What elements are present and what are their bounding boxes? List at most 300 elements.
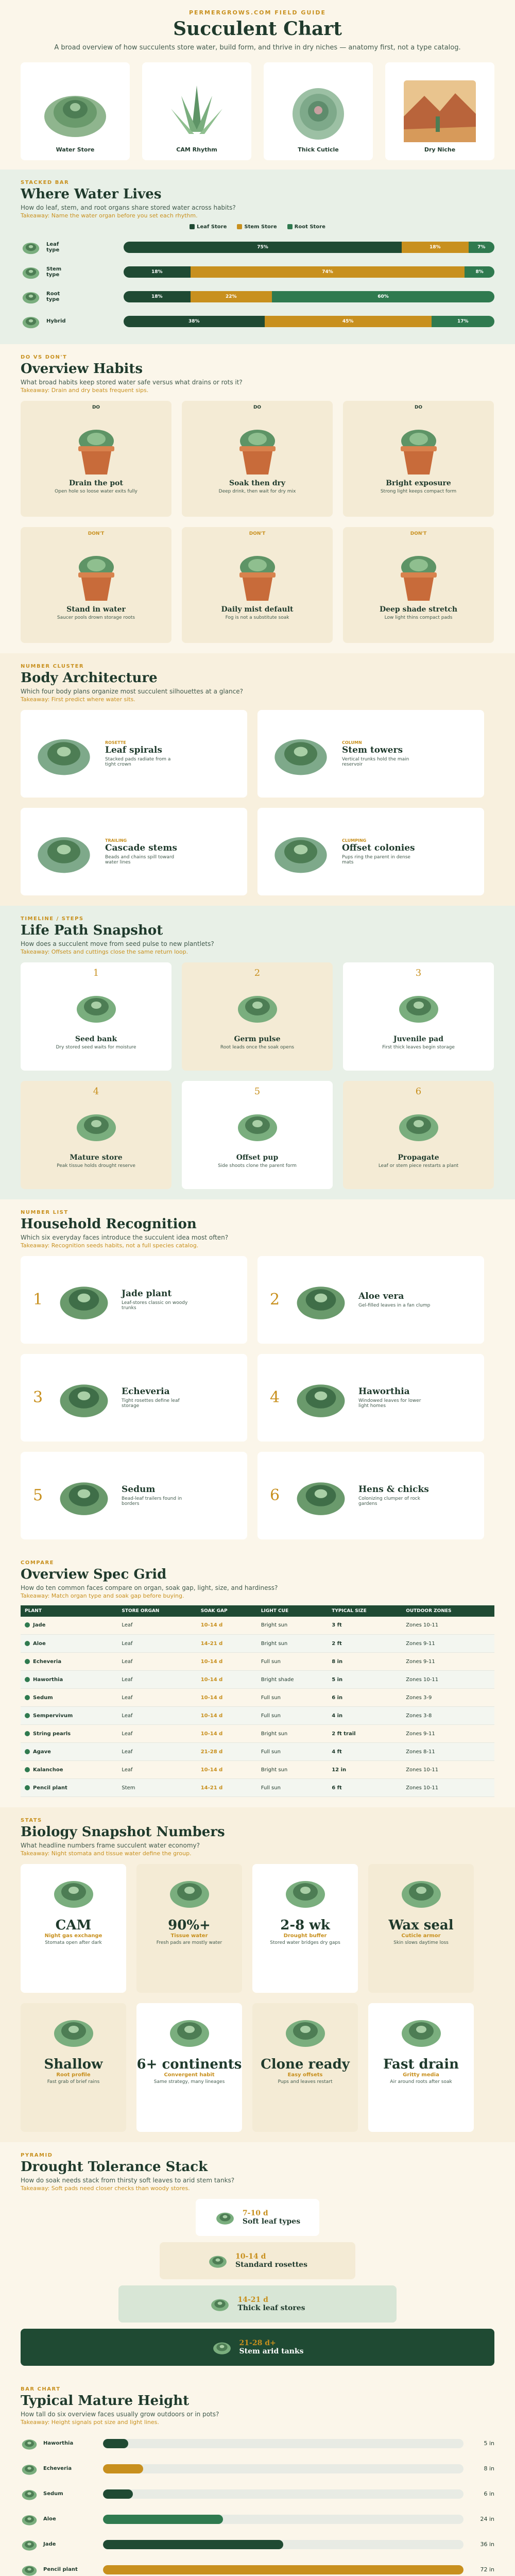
table-cell: Zones 10-11 (402, 1779, 494, 1797)
table-cell: Full sun (257, 1689, 328, 1707)
height-label: Aloe (21, 2512, 103, 2527)
section-tag: TIMELINE / STEPS (21, 916, 84, 922)
table-cell: Full sun (257, 1707, 328, 1725)
section-note: Takeaway: Offsets and cuttings close the same return loop. (21, 948, 188, 955)
plant-icon (21, 2562, 38, 2576)
tier-label: Thick leaf stores (237, 2304, 305, 2312)
life-step-card (21, 962, 171, 1071)
height-bar (103, 2565, 464, 2574)
arch-kind: ROSETTE (105, 740, 126, 745)
plant-icon (293, 1372, 349, 1423)
section-tag: NUMBER LIST (21, 1209, 68, 1215)
table-cell: 5 in (328, 1671, 402, 1689)
pyramid-stack (21, 2199, 494, 2366)
recog-number: 6 (270, 1486, 280, 1504)
plant-icon (234, 986, 281, 1027)
table-cell: Full sun (257, 1743, 328, 1761)
plant-icon (50, 1871, 97, 1912)
plant-icon (293, 1274, 349, 1326)
plant-icon (234, 1105, 281, 1146)
habit-title: Drain the pot (69, 479, 123, 487)
section-question: How do ten common faces compare on organ, soak gap, light, size, and hardiness? (21, 1584, 278, 1591)
life-step-card (343, 1081, 494, 1189)
stat-value: 2-8 wk (280, 1918, 330, 1933)
tier-value: 14-21 d (237, 2296, 268, 2304)
stat-desc: Stomata open after dark (45, 1940, 102, 1945)
table-cell: Agave (21, 1743, 117, 1761)
stat-desc: Air around roots after soak (390, 2079, 452, 2084)
section-tag: NUMBER CLUSTER (21, 663, 84, 669)
table-cell: Sempervivum (21, 1707, 117, 1725)
rosette-icon (39, 80, 111, 142)
table-cell: 10-14 d (197, 1689, 257, 1707)
page-title: Succulent Chart (173, 18, 342, 40)
habit-kind: DO (92, 404, 100, 410)
plant-icon (56, 1274, 112, 1326)
table-cell: 10-14 d (197, 1653, 257, 1671)
table-cell: 8 in (328, 1653, 402, 1671)
tier-value: 10-14 d (235, 2252, 266, 2261)
stacked-bars (21, 235, 494, 334)
section-note: Takeaway: Recognition seeds habits, not a full species catalog. (21, 1242, 199, 1249)
bar-segment: 18% (124, 266, 191, 278)
step-number: 3 (415, 967, 422, 978)
step-number: 2 (254, 967, 261, 978)
height-label: Haworthia (21, 2436, 103, 2451)
table-cell: 10-14 d (197, 1761, 257, 1779)
water-section (0, 170, 515, 344)
stat-value: 90%+ (168, 1918, 211, 1933)
plant-icon (73, 986, 119, 1027)
stat-card (21, 1864, 126, 1993)
step-title: Germ pulse (234, 1035, 281, 1043)
habit-desc: Deep drink, then wait for dry mix (218, 488, 296, 494)
column-header: TYPICAL SIZE (328, 1605, 402, 1617)
plant-icon (21, 313, 41, 330)
stat-value: Wax seal (388, 1918, 454, 1933)
step-desc: Dry stored seed waits for moisture (56, 1044, 136, 1050)
type-card-dry-niche (385, 62, 494, 160)
plant-icon (398, 2010, 444, 2052)
section-title: Biology Snapshot Numbers (21, 1824, 225, 1840)
table-cell: 10-14 d (197, 1707, 257, 1725)
recognition-card (21, 1256, 247, 1344)
plant-icon (21, 288, 41, 306)
section-note: Takeaway: Night stomata and tissue water define the group. (21, 1850, 192, 1857)
section-note: Takeaway: Match organ type and soak gap before buying. (21, 1592, 184, 1599)
table-cell: 10-14 d (197, 1617, 257, 1635)
recog-name: Hens & chicks (358, 1484, 429, 1495)
habit-desc: Strong light keeps compact form (380, 488, 457, 494)
table-cell: Zones 3-8 (402, 1707, 494, 1725)
table-row (21, 1779, 494, 1797)
stat-value: Fast drain (383, 2057, 459, 2072)
type-card-water-store (21, 62, 130, 160)
bar-row (21, 260, 494, 284)
section-tag: STATS (21, 1818, 42, 1823)
table-cell: 14-21 d (197, 1779, 257, 1797)
section-question: What broad habits keep stored water safe versus what drains or rots it? (21, 378, 243, 386)
height-bar-row (21, 2506, 494, 2532)
recog-desc: Leaf-stores classic on woody trunks (122, 1300, 188, 1311)
arch-name: Stem towers (342, 744, 403, 755)
step-title: Propagate (398, 1153, 439, 1162)
plant-icon (215, 2208, 235, 2227)
arch-name: Cascade stems (105, 842, 177, 853)
height-bar (103, 2540, 283, 2549)
table-cell: Leaf (117, 1653, 196, 1671)
stacked-bar (124, 316, 494, 327)
habit-desc: Saucer pools drown storage roots (57, 615, 135, 620)
table-header-row (21, 1605, 494, 1617)
table-cell: Bright sun (257, 1635, 328, 1653)
table-cell: 4 ft (328, 1743, 402, 1761)
habit-kind: DO (253, 404, 262, 410)
desert-icon (404, 80, 476, 142)
type-label: Water Store (56, 146, 95, 153)
architecture-card (21, 710, 247, 798)
height-bars (21, 2431, 494, 2576)
table-cell: 21-28 d (197, 1743, 257, 1761)
section-title: Body Architecture (21, 670, 158, 686)
step-title: Juvenile pad (393, 1035, 444, 1043)
bar-segment: 17% (432, 316, 494, 327)
life-section (0, 906, 515, 1199)
step-number: 4 (93, 1086, 99, 1097)
plant-icon (270, 823, 332, 880)
height-value: 8 in (484, 2465, 494, 2472)
table-cell: Leaf (117, 1725, 196, 1743)
potted-plant-icon (68, 547, 125, 603)
plant-icon (21, 2486, 38, 2502)
section-tag: DO VS DON'T (21, 354, 67, 360)
section-question: Which six everyday faces introduce the succulent idea most often? (21, 1233, 229, 1241)
type-label: Thick Cuticle (298, 146, 339, 153)
page-header (0, 0, 515, 53)
legend-leaf: Leaf Store (190, 224, 227, 230)
arch-kind: CLUMPING (342, 838, 367, 843)
bar-segment: 22% (191, 291, 272, 302)
stacked-bar (124, 291, 494, 302)
bar-segment: 38% (124, 316, 265, 327)
height-value: 72 in (480, 2566, 494, 2573)
table-cell: 10-14 d (197, 1725, 257, 1743)
table-cell: Leaf (117, 1743, 196, 1761)
stat-value: Clone ready (261, 2057, 350, 2072)
bar-segment: 7% (469, 242, 494, 253)
table-cell: String pearls (21, 1725, 117, 1743)
arch-kind: TRAILING (105, 838, 127, 843)
recog-desc: Colonizing clumper of rock gardens (358, 1496, 420, 1506)
tier-value: 21-28 d+ (239, 2339, 276, 2347)
recog-name: Haworthia (358, 1386, 410, 1397)
stat-card (136, 1864, 242, 1993)
plant-icon (33, 823, 95, 880)
section-title: Life Path Snapshot (21, 922, 163, 938)
step-desc: Root leads once the soak opens (220, 1044, 295, 1050)
plant-icon (282, 2010, 329, 2052)
habit-title: Stand in water (66, 605, 126, 614)
plant-icon (166, 2010, 213, 2052)
potted-plant-icon (390, 420, 447, 477)
recognition-grid (21, 1256, 494, 1539)
step-desc: Leaf or stem piece restarts a plant (378, 1163, 459, 1168)
plant-icon (293, 1470, 349, 1521)
bar-label: Leaf type (21, 239, 124, 256)
table-cell: Leaf (117, 1689, 196, 1707)
section-question: How tall do six overview faces usually grow outdoors or in pots? (21, 2411, 219, 2418)
table-cell: Bright sun (257, 1761, 328, 1779)
section-tag: PYRAMID (21, 2153, 53, 2158)
section-title: Drought Tolerance Stack (21, 2159, 208, 2175)
table-cell: Echeveria (21, 1653, 117, 1671)
plant-icon (212, 2338, 232, 2357)
plant-icon (56, 1470, 112, 1521)
recog-number: 5 (33, 1486, 43, 1504)
stat-desc: Stored water bridges dry gaps (270, 1940, 340, 1945)
height-value: 6 in (484, 2490, 494, 2497)
potted-plant-icon (229, 547, 286, 603)
bar-label: Hybrid (21, 313, 124, 330)
height-value: 24 in (480, 2516, 494, 2522)
recog-desc: Windowed leaves for lower light homes (358, 1398, 421, 1409)
table-cell: Zones 3-9 (402, 1689, 494, 1707)
tier-value: 7-10 d (242, 2209, 268, 2217)
table-cell: Leaf (117, 1707, 196, 1725)
plant-icon (396, 1105, 442, 1146)
bar-legend (21, 224, 494, 230)
arch-name: Leaf spirals (105, 744, 162, 755)
bar-segment: 18% (124, 291, 191, 302)
section-question: How do soak needs stack from thirsty soft leaves to arid stem tanks? (21, 2177, 235, 2184)
height-bar (103, 2464, 143, 2473)
stat-label: Root profile (56, 2072, 91, 2078)
spec-table (21, 1605, 494, 1798)
recognition-section (0, 1199, 515, 1550)
stat-label: Tissue water (170, 1933, 208, 1939)
recog-number: 1 (33, 1291, 43, 1309)
step-title: Mature store (70, 1153, 123, 1162)
life-step-card (182, 962, 333, 1071)
plant-icon (270, 725, 332, 782)
table-cell: Bright sun (257, 1725, 328, 1743)
table-cell: Zones 8-11 (402, 1743, 494, 1761)
table-cell: 2 ft trail (328, 1725, 402, 1743)
section-tag: BAR CHART (21, 2386, 61, 2392)
bar-segment: 60% (272, 291, 494, 302)
habit-kind: DON'T (410, 531, 427, 536)
column-header: SOAK GAP (197, 1605, 257, 1617)
height-bar (103, 2515, 223, 2524)
table-cell: Pencil plant (21, 1779, 117, 1797)
plant-icon (166, 1871, 213, 1912)
table-cell: Full sun (257, 1653, 328, 1671)
habit-card (343, 527, 494, 643)
step-desc: First thick leaves begin storage (382, 1044, 455, 1050)
habit-desc: Open hole so loose water exits fully (55, 488, 138, 494)
table-cell: Sedum (21, 1689, 117, 1707)
bar-label: Stem type (21, 263, 124, 281)
table-cell: Zones 9-11 (402, 1653, 494, 1671)
stat-label: Easy offsets (287, 2072, 323, 2078)
stacked-bar (124, 266, 494, 278)
plant-icon (56, 1372, 112, 1423)
table-cell: Full sun (257, 1779, 328, 1797)
habit-title: Soak then dry (229, 479, 285, 487)
bar-label: Root type (21, 288, 124, 306)
habit-title: Bright exposure (386, 479, 451, 487)
section-note: Takeaway: Drain and dry beats frequent sips. (21, 386, 149, 394)
table-cell: Leaf (117, 1635, 196, 1653)
echeveria-icon (282, 80, 354, 142)
recog-number: 2 (270, 1291, 280, 1309)
architecture-card (258, 808, 484, 895)
spec-section (0, 1550, 515, 1808)
table-cell: 2 ft (328, 1635, 402, 1653)
legend-stem: Stem Store (237, 224, 277, 230)
section-title: Typical Mature Height (21, 2393, 190, 2409)
height-bar-row (21, 2456, 494, 2481)
step-number: 5 (254, 1086, 261, 1097)
recognition-card (258, 1354, 484, 1442)
table-row (21, 1725, 494, 1743)
stat-desc: Same strategy, many lineages (153, 2079, 225, 2084)
section-question: How do leaf, stem, and root organs share stored water across habits? (21, 204, 236, 211)
architecture-card (21, 808, 247, 895)
habits-section (0, 344, 515, 653)
stat-label: Gritty media (403, 2072, 439, 2078)
stat-card (252, 1864, 358, 1993)
stat-card (368, 2003, 474, 2132)
habit-card (21, 527, 171, 643)
recog-name: Jade plant (122, 1289, 172, 1299)
architecture-section (0, 653, 515, 906)
bar-segment: 18% (402, 242, 469, 253)
table-row (21, 1617, 494, 1635)
habit-title: Deep shade stretch (379, 605, 458, 614)
stat-card (136, 2003, 242, 2132)
biology-section (0, 1807, 515, 2142)
table-cell: Aloe (21, 1635, 117, 1653)
pyramid-tier (21, 2329, 494, 2366)
table-cell: Haworthia (21, 1671, 117, 1689)
arch-desc: Beads and chains spill toward water lines (105, 854, 175, 865)
bar-segment: 74% (191, 266, 465, 278)
recognition-card (258, 1452, 484, 1539)
table-cell: Leaf (117, 1761, 196, 1779)
recog-desc: Gel-filled leaves in a fan clump (358, 1303, 431, 1308)
bar-row (21, 284, 494, 309)
table-cell: Zones 10-11 (402, 1671, 494, 1689)
table-row (21, 1671, 494, 1689)
recognition-card (21, 1452, 247, 1539)
table-cell: Leaf (117, 1671, 196, 1689)
stat-label: Convergent habit (164, 2072, 215, 2078)
stat-label: Drought buffer (283, 1933, 327, 1939)
height-bar-row (21, 2431, 494, 2456)
recog-name: Echeveria (122, 1386, 170, 1397)
tier-label: Standard rosettes (235, 2261, 307, 2269)
bar-row (21, 309, 494, 334)
step-desc: Peak tissue holds drought reserve (57, 1163, 135, 1168)
table-cell: 3 ft (328, 1617, 402, 1635)
stat-card (368, 1864, 474, 1993)
plant-icon (21, 263, 41, 281)
stat-desc: Skin slows daytime loss (393, 1940, 449, 1945)
table-cell: Leaf (117, 1617, 196, 1635)
stat-value: 6+ continents (136, 2057, 242, 2072)
potted-plant-icon (229, 420, 286, 477)
stat-desc: Fresh pads are mostly water (156, 1940, 222, 1945)
recog-name: Sedum (122, 1484, 156, 1495)
table-cell: Bright shade (257, 1671, 328, 1689)
stat-card (252, 2003, 358, 2132)
table-row (21, 1653, 494, 1671)
habit-kind: DO (414, 404, 423, 410)
plant-icon (21, 2461, 38, 2477)
stat-value: CAM (55, 1918, 92, 1933)
site-name: PERMERGROWS.COM FIELD GUIDE (188, 9, 327, 16)
section-title: Household Recognition (21, 1216, 197, 1232)
architecture-grid (21, 710, 494, 895)
section-title: Where Water Lives (21, 186, 162, 202)
bar-row (21, 235, 494, 260)
life-grid (21, 962, 494, 1189)
section-note: Takeaway: Soft pads need closer checks than woody stores. (21, 2185, 190, 2192)
stacked-bar (124, 242, 494, 253)
section-title: Overview Spec Grid (21, 1566, 167, 1582)
pyramid-tier (160, 2242, 355, 2279)
plant-icon (33, 725, 95, 782)
plant-icon (398, 1871, 444, 1912)
habits-grid (21, 401, 494, 643)
habit-desc: Low light thins compact pads (384, 615, 453, 620)
plant-icon (21, 2436, 38, 2451)
section-title: Overview Habits (21, 361, 143, 377)
table-cell: 6 in (328, 1689, 402, 1707)
recog-desc: Bead-leaf trailers found in borders (122, 1496, 182, 1506)
recog-number: 3 (33, 1388, 43, 1406)
potted-plant-icon (68, 420, 125, 477)
table-cell: Jade (21, 1617, 117, 1635)
pyramid-tier (196, 2199, 319, 2236)
habit-title: Daily mist default (221, 605, 294, 614)
habit-card (343, 401, 494, 517)
plant-icon (21, 2537, 38, 2552)
column-header: PLANT (21, 1605, 117, 1617)
table-cell: Zones 10-11 (402, 1617, 494, 1635)
section-question: Which four body plans organize most succulent silhouettes at a glance? (21, 687, 243, 695)
architecture-card (258, 710, 484, 798)
table-row (21, 1635, 494, 1653)
type-label: CAM Rhythm (176, 146, 217, 153)
arch-desc: Pups ring the parent in dense mats (342, 854, 410, 865)
stat-value: Shallow (44, 2057, 103, 2072)
life-step-card (182, 1081, 333, 1189)
habit-desc: Fog is not a substitute soak (225, 615, 289, 620)
potted-plant-icon (390, 547, 447, 603)
recognition-card (21, 1354, 247, 1442)
section-question: What headline numbers frame succulent water economy? (21, 1842, 200, 1849)
arch-desc: Vertical trunks hold the main reservoir (342, 756, 409, 767)
height-label: Echeveria (21, 2461, 103, 2477)
recog-number: 4 (270, 1388, 280, 1406)
type-label: Dry Niche (424, 146, 456, 153)
height-bar-row (21, 2532, 494, 2557)
table-cell: 14-21 d (197, 1635, 257, 1653)
plant-icon (282, 1871, 329, 1912)
step-title: Offset pup (236, 1153, 279, 1162)
